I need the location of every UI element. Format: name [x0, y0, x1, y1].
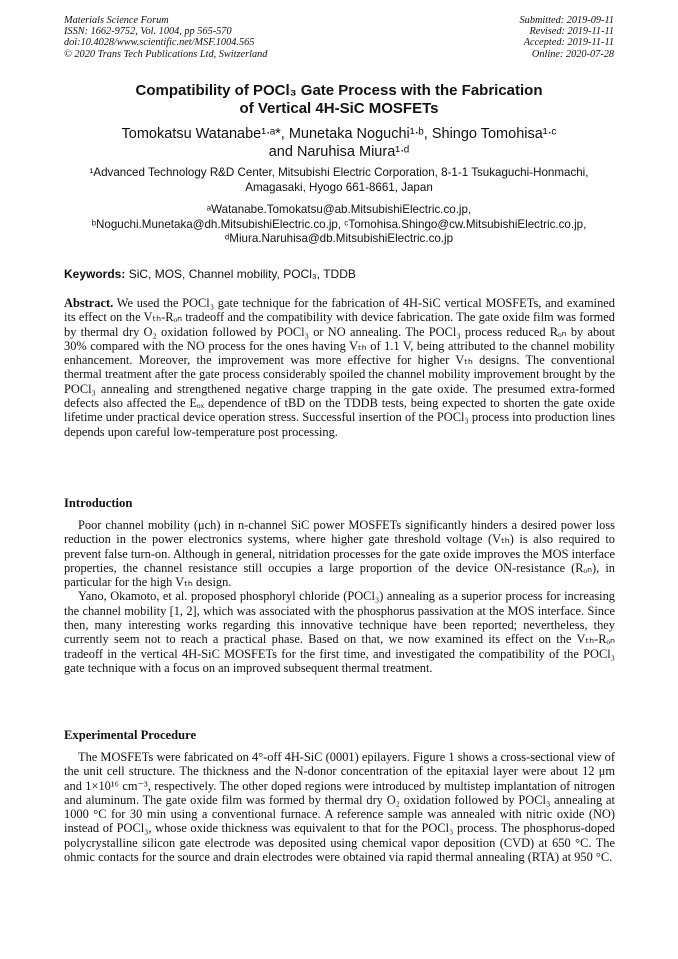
keywords [64, 267, 356, 281]
experimental-heading: Experimental Procedure [64, 728, 197, 742]
journal-name: Materials Science Forum [64, 15, 169, 26]
affiliation-line: ¹Advanced Technology R&D Center, Mitsubishi Electric Corporation, 8-1-1 Tsukaguchi-Honmachi, [89, 166, 589, 179]
accepted-date: Accepted: 2019-11-11 [523, 37, 614, 49]
email-line: ᵇNoguchi.Munetaka@dh.MitsubishiElectric.co.jp, ᶜTomohisa.Shingo@cw.MitsubishiElectric.co.jp, [91, 217, 587, 231]
keywords-text: SiC, MOS, Channel mobility, POCl₃, TDDB [125, 267, 356, 281]
authors [0, 125, 678, 161]
affiliation [0, 166, 678, 195]
title-line: Compatibility of POCl₃ Gate Process with the Fabrication [135, 82, 543, 99]
title-line: of Vertical 4H-SiC MOSFETs [239, 100, 439, 117]
submitted-date: Submitted: 2019-09-11 [519, 15, 614, 26]
doi: doi:10.4028/www.scientific.net/MSF.1004.565 [64, 37, 255, 49]
online-date: Online: 2020-07-28 [531, 48, 614, 60]
author-line: Tomokatsu Watanabe¹ᐧᵃ*, Munetaka Noguchi¹ᐧᵇ, Shingo Tomohisa¹ᐧᶜ [121, 126, 557, 142]
keywords-label: Keywords: [64, 267, 126, 281]
introduction-body [64, 518, 615, 675]
paragraph: Poor channel mobility (μch) in n-channel SiC power MOSFETs significantly hinders a desired power loss reduction in the power electronics systems, where higher gate threshold voltage (Vₜₕ) is also required to prevent false turn-on. Although in general, nitridation processes for the gate oxide improves the MOS interface properties, the channel resistance still occupies a large proportion of the device ON-resistance (Rₒₙ), in particular for the high Vₜₕ design. [64, 518, 615, 590]
experimental-body [64, 750, 615, 864]
copyright: © 2020 Trans Tech Publications Ltd, Switzerland [64, 48, 268, 60]
paragraph: Yano, Okamoto, et al. proposed phosphoryl chloride (POCl₃) annealing as a superior process for increasing the channel mobility [1, 2], which was associated with the phosphorus passivation at the MOS interface. Since then, many interesting works regarding this innovative technique have been reported; nevertheless, they currently seem not to reach a practical phase. Based on that, we now examined its effect on the Vₜₕ-Rₒₙ tradeoff in the vertical 4H-SiC MOSFETs for the first time, and investigated the compatibility of the POCl₃ gate technique with a focus on an improved subsequent thermal treatment. [64, 589, 615, 675]
introduction-heading: Introduction [64, 496, 133, 510]
paragraph: The MOSFETs were fabricated on 4°-off 4H-SiC (0001) epilayers. Figure 1 shows a cross-sectional view of the unit cell structure. The thickness and the N-donor concentration of the epitaxial layer were about 12 μm and 1×10¹⁶ cm⁻³, respectively. The other doped regions were introduced by multistep implantation of nitrogen and aluminum. The gate oxide film was formed by thermal dry O₂ oxidation followed by POCl₃ annealing at 1000 °C for 30 min using a conventional furnace. A reference sample was annealed with nitric oxide (NO) instead of POCl₃, whose oxide thickness was equivalent to that for the POCl₃ process. The phosphorus-doped polycrystalline silicon gate electrode was deposited using chemical vapor deposition (CVD) at 650 °C. The ohmic contacts for the source and drain electrodes were obtained via rapid thermal annealing (RTA) at 950 °C. [64, 750, 615, 865]
issn: ISSN: 1662-9752, Vol. 1004, pp 565-570 [64, 26, 232, 38]
affiliation-line: Amagasaki, Hyogo 661-8661, Japan [245, 180, 433, 194]
journal-info [64, 15, 267, 60]
abstract-label: Abstract. [64, 296, 114, 310]
abstract [64, 296, 615, 439]
paper-title [0, 82, 678, 118]
email-line: ᵈMiura.Naruhisa@db.MitsubishiElectric.co.jp [224, 232, 454, 245]
dates [520, 15, 614, 60]
author-line: and Naruhisa Miura¹ᐧᵈ [268, 144, 410, 160]
revised-date: Revised: 2019-11-11 [529, 26, 614, 38]
abstract-text: We used the POCl₃ gate technique for the fabrication of 4H-SiC vertical MOSFETs, and examined its effect on the Vₜₕ-Rₒₙ tradeoff and the compatibility with device fabrication. The gate oxide film was formed by thermal dry O₂ oxidation followed by POCl₃ or NO annealing. The POCl₃ process reduced Rₒₙ by about 30% compared with the NO process for the ones having Vₜₕ of 1.1 V, being attributed to the channel mobility enhancement. Moreover, the improvement was more effective for higher Vₜₕ designs. The conventional thermal treatment after the gate process considerably spoiled the channel mobility improvement brought by the POCl₃ annealing and strengthened negative charge trapping in the gate oxide. The presumed extra-formed defects also affected the Eₒₓ dependence of tBD on the TDDB tests, being expected to shorten the gate oxide lifetime under practical device operation stress. Successful insertion of the POCl₃ process into production lines depends upon careful low-temperature post processing. [64, 296, 615, 439]
emails [0, 203, 678, 247]
email-line: ᵃWatanabe.Tomokatsu@ab.MitsubishiElectric.co.jp, [206, 203, 472, 216]
